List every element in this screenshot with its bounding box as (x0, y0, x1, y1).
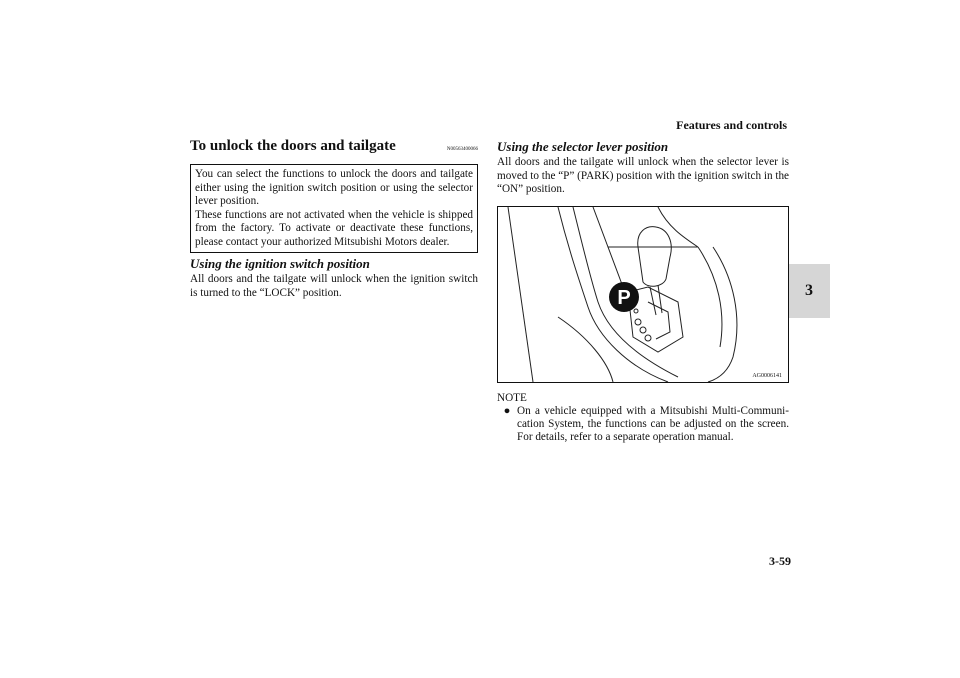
section-title-text: To unlock the doors and tailgate (190, 138, 396, 154)
park-badge-letter: P (617, 286, 631, 309)
info-box (190, 164, 478, 253)
left-column (190, 138, 478, 300)
section-code: N00563400066 (446, 147, 478, 152)
running-header: Features and controls (676, 118, 787, 132)
section-title (190, 138, 478, 155)
selector-lever-heading: Using the selector lever position (497, 139, 669, 154)
chapter-tab: 3 (788, 264, 830, 318)
note-text: On a vehicle equipped with a Mitsubishi Multi-Communi-cation System, the functions can be adjusted on the screen. For details, refer to a separate operation manual. (517, 404, 789, 443)
info-box-paragraph-2: These functions are not activated when the vehicle is shipped from the factory. To activate or deactivate these functions, please contact your authorized Mitsubishi Motors dealer. (195, 208, 473, 248)
info-box-paragraph-1: You can select the functions to unlock the doors and tailgate either using the ignition switch position or using the selector lever position. (195, 168, 473, 207)
ignition-switch-body: All doors and the tailgate will unlock when the ignition switch is turned to the “LOCK” position. (190, 273, 478, 299)
selector-lever-illustration (498, 207, 788, 382)
ignition-switch-heading: Using the ignition switch position (190, 256, 370, 271)
right-column (497, 138, 789, 444)
selector-lever-figure (497, 206, 789, 383)
figure-code: AG0006141 (752, 372, 782, 379)
selector-lever-body: All doors and the tailgate will unlock when the selector lever is moved to the “P” (PARK) position with the ignition switch in the “ON” position. (497, 156, 789, 195)
bullet-icon: ● (503, 404, 511, 417)
note-heading: NOTE (497, 391, 527, 404)
page-number: 3-59 (769, 554, 791, 568)
note-item (497, 405, 789, 444)
